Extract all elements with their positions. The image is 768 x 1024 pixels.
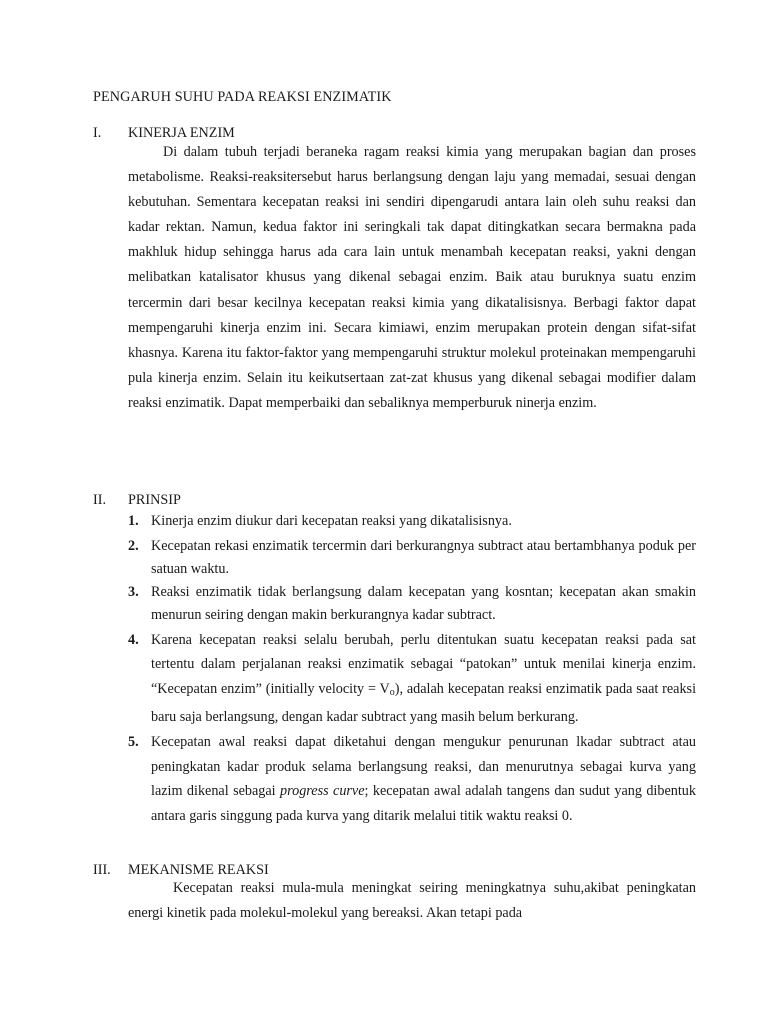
- progress-curve-term: progress curve: [280, 783, 365, 800]
- list-item-number: 2.: [128, 537, 139, 554]
- list-item: [128, 628, 696, 730]
- section-1-paragraph: [128, 140, 696, 416]
- list-item: [128, 581, 696, 628]
- list-item-number: 1.: [128, 513, 139, 529]
- section-1-heading: KINERJA ENZIM: [128, 125, 235, 141]
- list-item-text: Kecepatan awal reaksi dapat diketahui dengan mengukur penurunan lkadar subtract atau peningkatan kadar produk selama berlangsung reaksi, dan menurutnya sebagai kurva yang lazim dikenal sebagai progress curve; kecepatan awal adalah tangens dan sudut yang dibentuk antara garis singgung pada kurva yang ditarik melalui titik waktu reaksi 0.: [151, 733, 696, 824]
- list-item-number: 3.: [128, 583, 139, 600]
- list-item-text: Karena kecepatan reaksi selalu berubah, perlu ditentukan suatu kecepatan reaksi pada sat tertentu dalam perjalanan reaksi enzimatik sebagai “patokan” untuk menilai kinerja enzim. “Kecepatan enzim” (initially velocity = $V_o$), adalah kecepatan reaksi enzimatik pada saat reaksi baru saja berlangsung, dengan kadar subtract yang masih belum berkurang.: [151, 631, 697, 726]
- section-2-heading: PRINSIP: [128, 492, 181, 508]
- section-3-number: III.: [93, 862, 111, 878]
- document-title: PENGARUH SUHU PADA REAKSI ENZIMATIK: [93, 89, 392, 105]
- list-item-number: 5.: [128, 733, 139, 750]
- principles-list: [128, 510, 696, 828]
- velocity-subscript: o: [389, 686, 395, 698]
- list-item: [128, 730, 696, 828]
- section-1-paragraph-text: Di dalam tubuh terjadi beraneka ragam reaksi kimia yang merupakan bagian dan proses metabolisme. Reaksi-reaksitersebut harus berlangsung dengan laju yang memadai, sesuai dengan kebutuhan. Sementara kecepatan reaksi ini sendiri dipengarudi antara lain oleh suhu reaksi dan kadar rektan. Namun, kedua faktor ini seringkali tak dapat ditingkatkan secara bermakna pada makhluk hidup sehingga harus ada cara lain untuk menambah kecepatan reaksi, yakni dengan melibatkan katalisator khusus yang dikenal sebagai enzim. Baik atau buruknya suatu enzim tercermin dari besar kecilnya kecepatan reaksi kimia yang dikatalisisnya. Berbagi faktor dapat mempengaruhi kinerja enzim ini. Secara kimiawi, enzim merupakan protein dengan sifat-sifat khasnya. Karena itu faktor-faktor yang mempengaruhi struktur molekul proteinakan mempengaruhi pula kinerja enzim. Selain itu keikutsertaan zat-zat khusus yang dikenal sebagai modifier dalam reaksi enzimatik. Dapat memperbaiki dan sebaliknya memperburuk ninerja enzim.: [128, 144, 696, 411]
- list-item-number: 4.: [128, 631, 139, 648]
- list-item: [128, 510, 696, 533]
- section-3-heading: MEKANISME REAKSI: [128, 862, 269, 878]
- list-item: [128, 535, 696, 581]
- section-1-number: I.: [93, 125, 102, 141]
- section-3-paragraph-text: Kecepatan reaksi mula-mula meningkat seiring meningkatnya suhu,akibat peningkatan energi kinetik pada molekul-molekul yang bereaksi. Akan tetapi pada: [128, 880, 696, 922]
- list-item-text: Reaksi enzimatik tidak berlangsung dalam kecepatan yang kosntan; kecepatan akan smakin menurun seiring dengan makin berkurangnya kadar subtract.: [151, 583, 696, 624]
- list-item-text: Kecepatan rekasi enzimatik tercermin dari berkurangnya subtract atau bertambhanya poduk per satuan waktu.: [151, 537, 696, 577]
- section-2-number: II.: [93, 492, 106, 508]
- list-item-text: Kinerja enzim diukur dari kecepatan reaksi yang dikatalisisnya.: [151, 513, 512, 529]
- section-3-paragraph: [128, 876, 696, 927]
